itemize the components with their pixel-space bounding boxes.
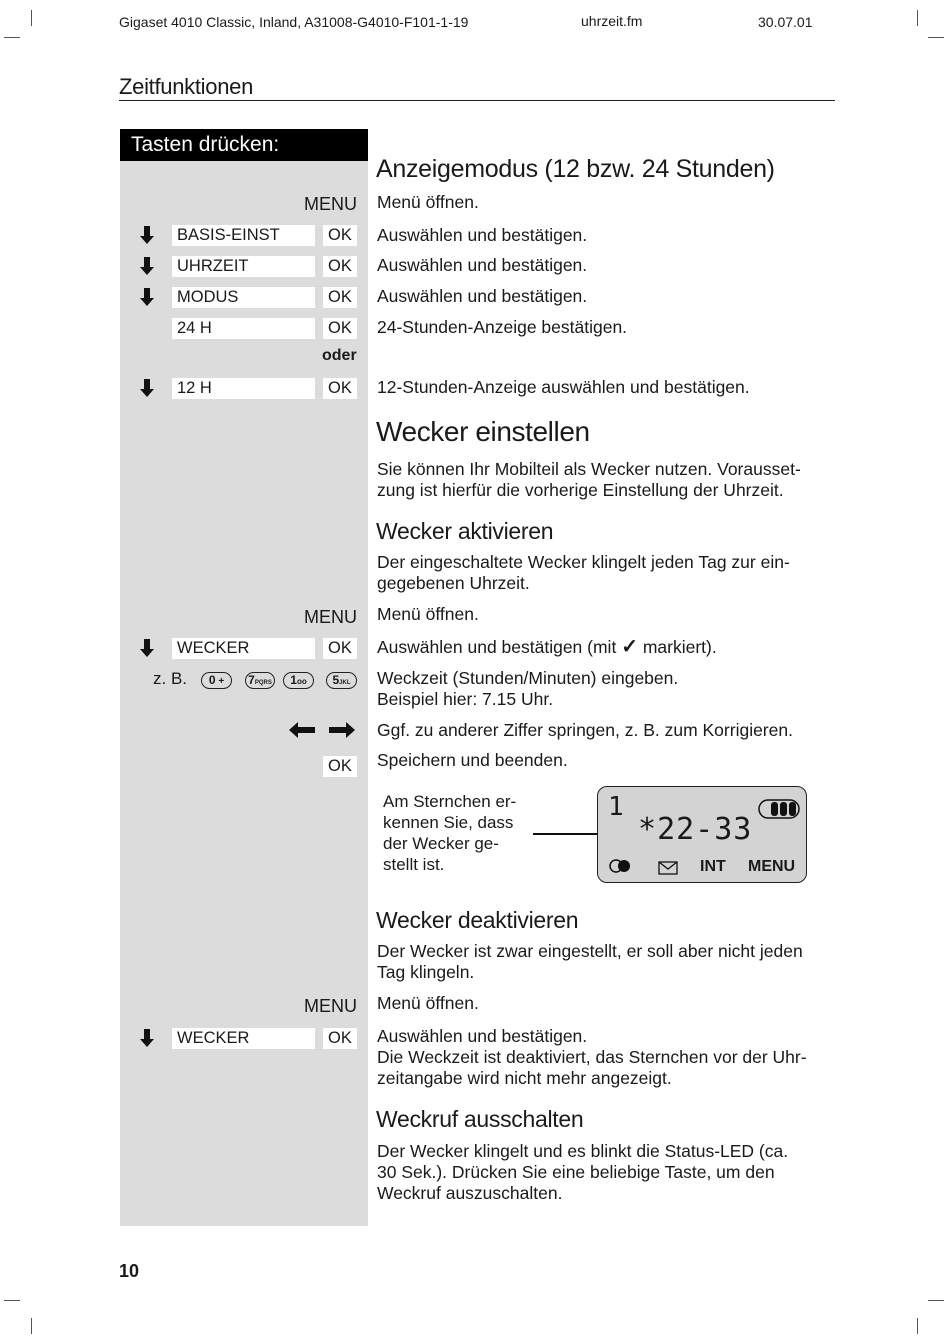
crop-mark	[31, 1318, 32, 1334]
key-5-icon	[326, 672, 357, 689]
heading-wecker-aktivieren: Wecker aktivieren	[376, 518, 554, 544]
callout-line: Am Sternchen er-	[383, 792, 517, 811]
ok-key: OK	[323, 1028, 357, 1049]
handset-display	[597, 786, 807, 883]
display-field: MODUS	[172, 287, 315, 308]
body-text-line: Weckruf auszuschalten.	[377, 1183, 563, 1203]
body-text-line: 30 Sek.). Drücken Sie eine beliebige Taste, um den	[377, 1162, 775, 1182]
display-int-label: INT	[700, 858, 726, 875]
display-menu-label: MENU	[748, 858, 796, 875]
step-text: 12-Stunden-Anzeige auswählen und bestätigen.	[377, 377, 750, 397]
battery-icon	[758, 799, 800, 819]
callout-text	[383, 791, 516, 875]
arrow-down-icon	[140, 256, 154, 276]
step-text	[377, 637, 717, 658]
key-sub: PQRS	[254, 680, 272, 686]
crop-mark	[4, 1300, 20, 1301]
step-text: Speichern und beenden.	[377, 750, 568, 770]
step-text: Auswählen und bestätigen.	[377, 286, 588, 306]
menu-key: MENU	[304, 607, 357, 627]
example-label: z. B.	[153, 669, 188, 688]
time-value: 22-33	[657, 812, 753, 847]
key-sub: JKL	[339, 680, 351, 686]
step-text: zeitangabe wird nicht mehr angezeigt.	[377, 1068, 672, 1088]
display-field: 24 H	[172, 318, 315, 339]
crop-mark	[31, 10, 32, 26]
crop-mark	[928, 1300, 944, 1301]
crop-mark	[917, 1318, 918, 1334]
key-digit: 5	[332, 673, 340, 687]
key-digit: 1	[290, 673, 297, 687]
call-list-icon	[608, 858, 634, 874]
step-text: Weckzeit (Stunden/Minuten) eingeben.	[377, 668, 679, 688]
step-text: Menü öffnen.	[377, 604, 479, 624]
ok-key: OK	[323, 638, 357, 659]
title-rule	[119, 100, 835, 101]
menu-key: MENU	[304, 194, 357, 214]
envelope-icon	[658, 861, 678, 875]
header-file: uhrzeit.fm	[581, 13, 643, 29]
ok-key: OK	[323, 318, 357, 339]
key-digit: 7	[248, 673, 255, 687]
intro-text-line: gegebenen Uhrzeit.	[377, 573, 530, 593]
key-1-icon	[283, 672, 314, 689]
ok-key: OK	[323, 256, 357, 277]
tasten-label: Tasten drücken:	[120, 129, 368, 161]
display-line-digit: 1	[608, 792, 624, 822]
intro-text-line: Der eingeschaltete Wecker klingelt jeden Tag zur ein-	[377, 552, 790, 572]
oder-label: oder	[322, 347, 357, 364]
key-digit: 0	[208, 673, 216, 687]
key-7-icon	[245, 672, 275, 689]
heading-anzeigemodus: Anzeigemodus (12 bzw. 24 Stunden)	[376, 155, 775, 183]
step-text-part: Auswählen und bestätigen (mit	[377, 637, 617, 657]
heading-wecker-deaktivieren: Wecker deaktivieren	[376, 907, 579, 933]
step-text: Menü öffnen.	[377, 192, 479, 212]
page-number: 10	[119, 1261, 140, 1281]
check-mark-icon: ✓	[621, 636, 638, 658]
header-date: 30.07.01	[758, 14, 813, 30]
heading-weckruf: Weckruf ausschalten	[376, 1106, 584, 1132]
step-text: 24-Stunden-Anzeige bestätigen.	[377, 317, 628, 337]
arrow-down-icon	[140, 287, 154, 307]
step-text: Beispiel hier: 7.15 Uhr.	[377, 689, 554, 709]
menu-key: MENU	[304, 996, 357, 1016]
alarm-asterisk: *	[638, 812, 658, 847]
step-text: Auswählen und bestätigen.	[377, 1026, 588, 1046]
arrow-down-icon	[140, 378, 154, 398]
display-field: 12 H	[172, 378, 315, 399]
step-text: Menü öffnen.	[377, 993, 479, 1013]
key-0-icon	[201, 672, 232, 689]
key-sub: +	[218, 676, 225, 687]
crop-mark	[4, 37, 20, 38]
intro-text-line: Sie können Ihr Mobilteil als Wecker nutzen. Vorausset-	[377, 459, 801, 479]
arrow-down-icon	[140, 225, 154, 245]
display-field: BASIS-EINST	[172, 225, 315, 246]
intro-text-line: Der Wecker ist zwar eingestellt, er soll aber nicht jeden	[377, 941, 803, 961]
callout-line: der Wecker ge-	[383, 834, 499, 853]
body-text-line: Der Wecker klingelt und es blinkt die Status-LED (ca.	[377, 1141, 789, 1161]
key-sub: oo	[296, 677, 307, 686]
display-field: WECKER	[172, 1028, 315, 1049]
display-field: UHRZEIT	[172, 256, 315, 277]
step-text-part: markiert).	[642, 637, 717, 657]
arrow-right-icon	[329, 722, 355, 738]
step-text: Auswählen und bestätigen.	[377, 225, 588, 245]
arrow-left-icon	[289, 722, 315, 738]
display-time	[638, 812, 752, 847]
ok-key: OK	[323, 378, 357, 399]
section-title: Zeitfunktionen	[119, 74, 253, 99]
ok-key: OK	[323, 287, 357, 308]
ok-key: OK	[323, 756, 357, 777]
callout-line: stellt ist.	[383, 855, 445, 874]
heading-wecker-einstellen: Wecker einstellen	[376, 416, 590, 447]
ok-key: OK	[323, 225, 357, 246]
step-text: Auswählen und bestätigen.	[377, 255, 588, 275]
header-doc-id: Gigaset 4010 Classic, Inland, A31008-G4010-F101-1-19	[119, 14, 469, 30]
arrow-down-icon	[140, 1028, 154, 1048]
arrow-down-icon	[140, 638, 154, 658]
step-text: Ggf. zu anderer Ziffer springen, z. B. zum Korrigieren.	[377, 720, 793, 740]
callout-line: kennen Sie, dass	[383, 813, 514, 832]
intro-text-line: Tag klingeln.	[377, 962, 475, 982]
display-field: WECKER	[172, 638, 315, 659]
intro-text-line: zung ist hierfür die vorherige Einstellung der Uhrzeit.	[377, 480, 784, 500]
crop-mark	[928, 37, 944, 38]
crop-mark	[917, 10, 918, 26]
step-text: Die Weckzeit ist deaktiviert, das Sternchen vor der Uhr-	[377, 1047, 807, 1067]
